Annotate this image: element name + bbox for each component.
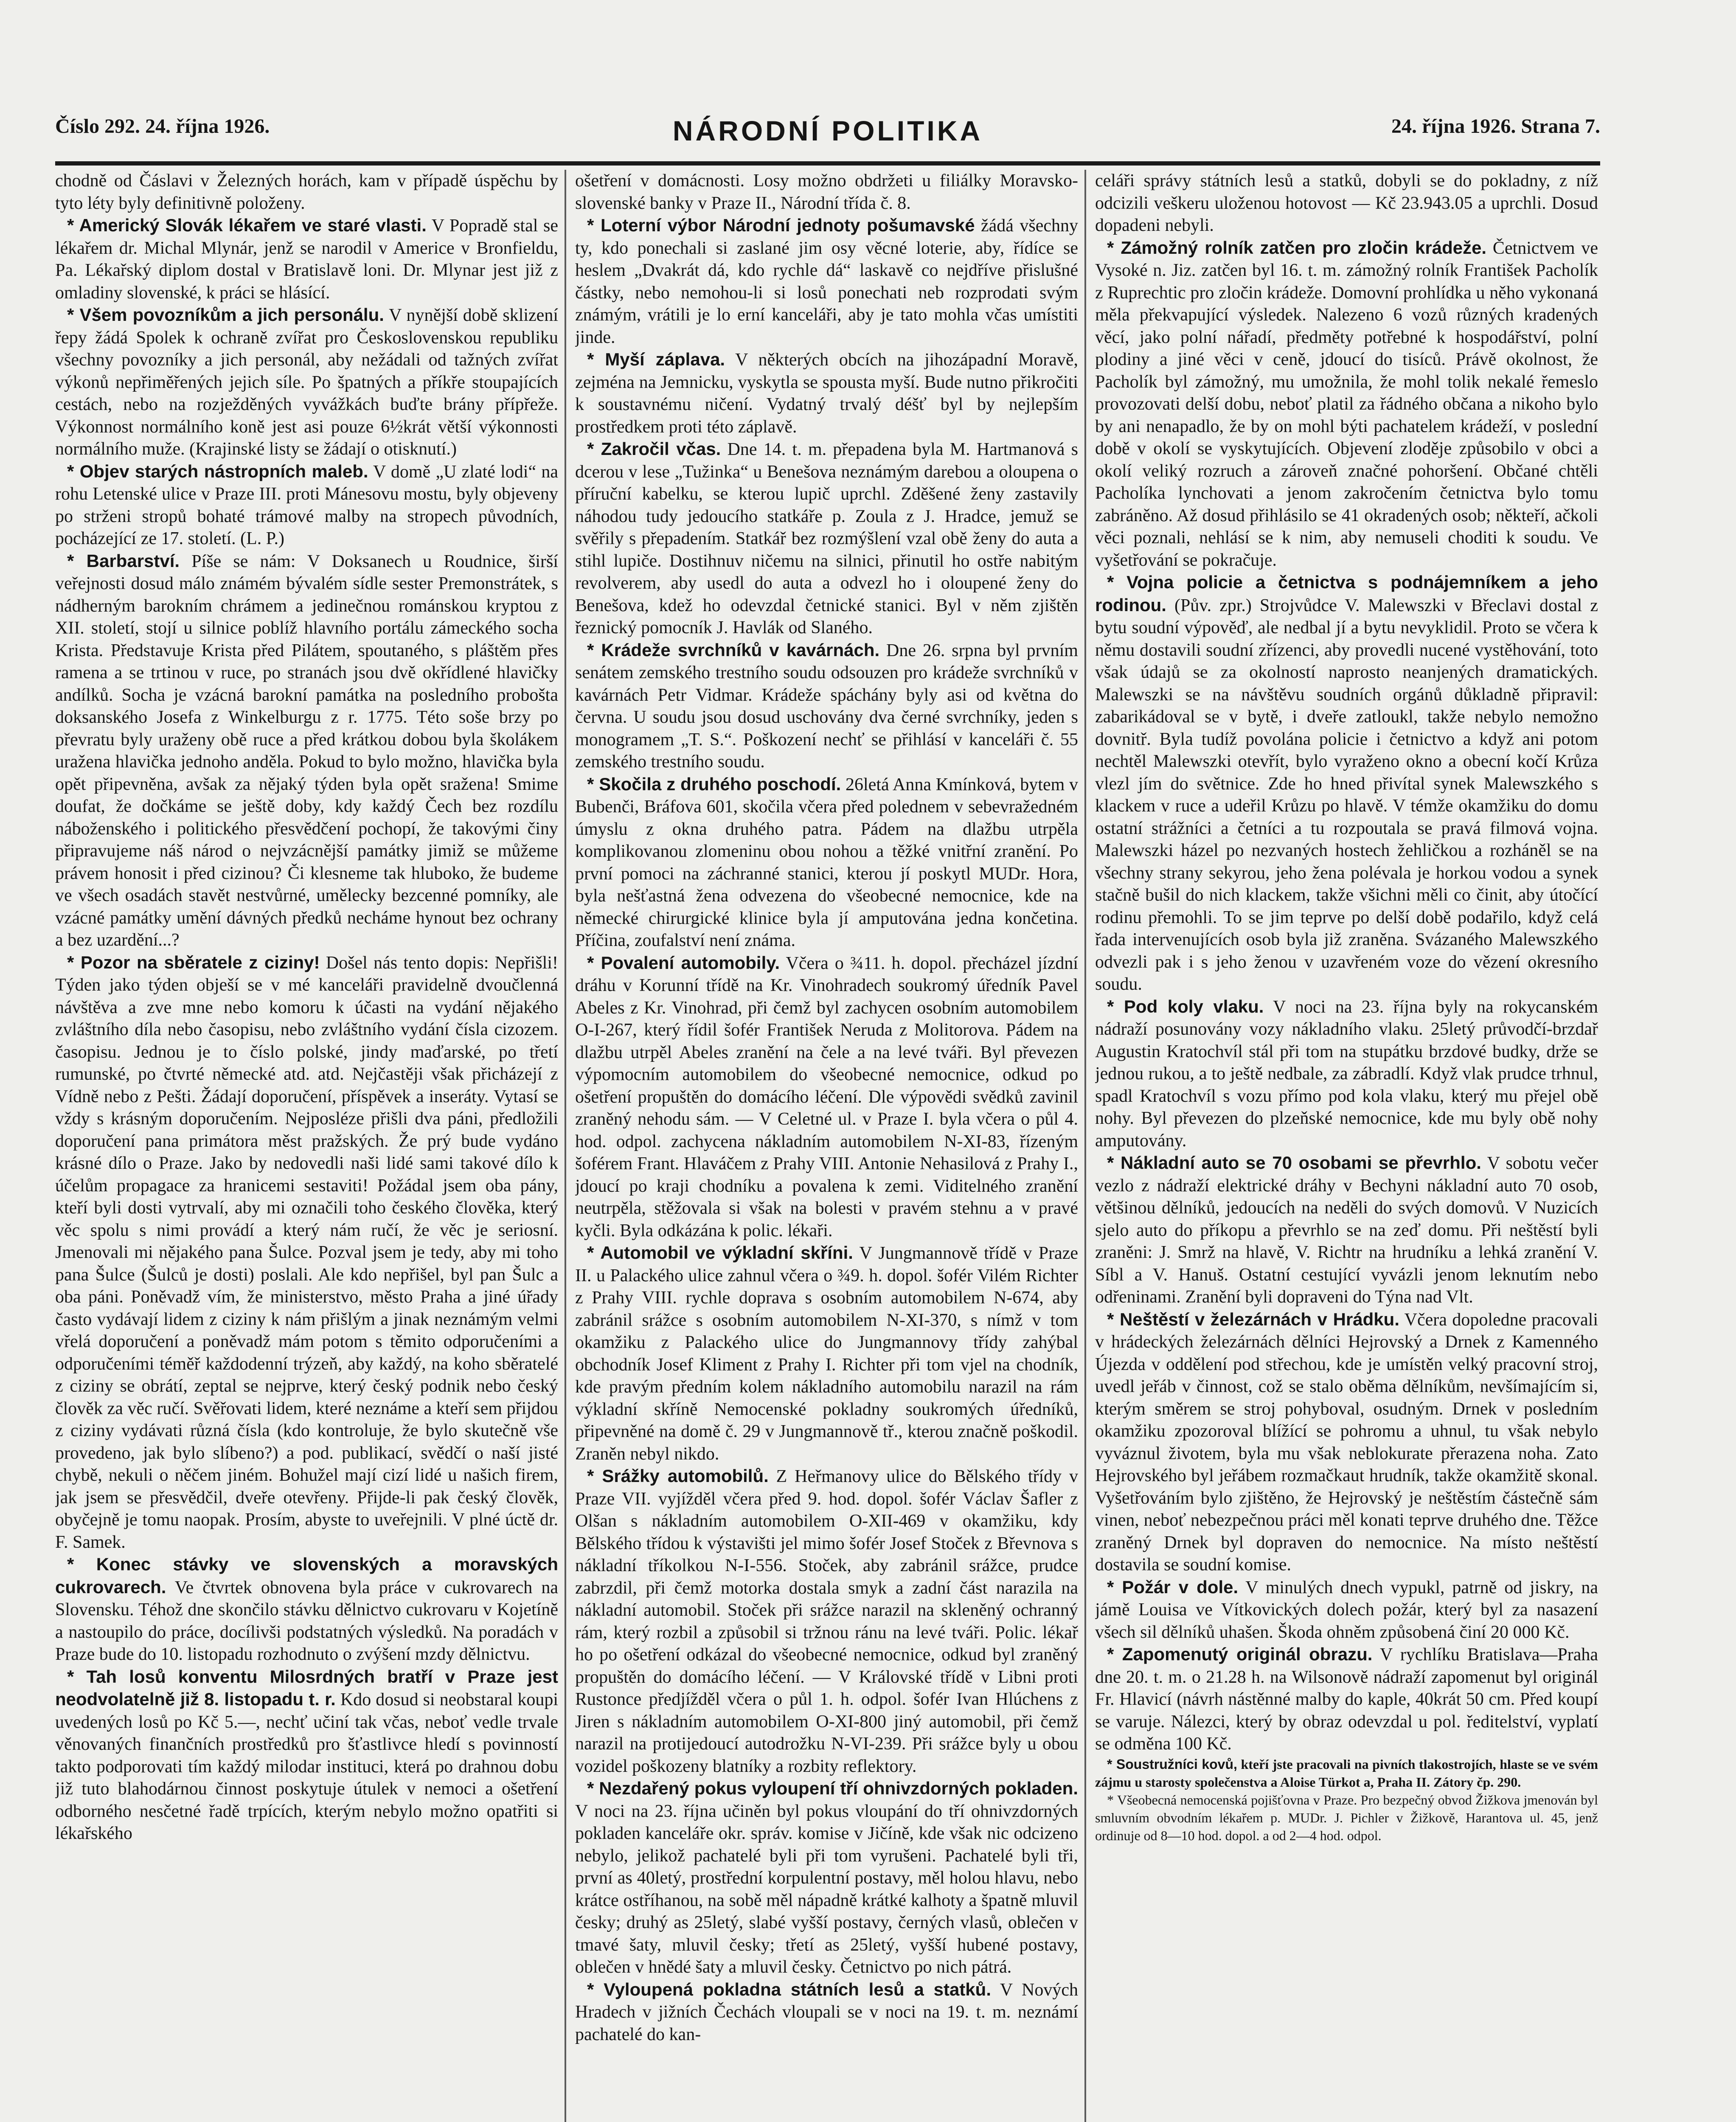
article-headline: * Objev starých nástropních maleb.	[67, 461, 368, 481]
article-body: Dne 14. t. m. přepadena byla M. Hartmanová s dcerou v lese „Tužinka“ u Benešova neznámým darebou a oloupena o příruční kabelku, se kterou lupič uprchl. Zděšené ženy zastavily náhodou tudy jedoucího statkáře p. Zoula z J. Hradce, jemuž se svěřily s přepadením. Statkář bez rozmýšlení vzal obě ženy do auta a stihl lupiče. Dostihnuv ničemu na silnici, přinutil ho ostře nabitým revolverem, aby usedl do auta a odvezl ho i oloupené ženy do Benešova, kdež ho odevzdal četnické stanici. Byl v něm zjištěn řeznický pomocník J. Havlák od Slaného.	[575, 440, 1078, 637]
article-headline: * Pozor na sběratele z ciziny!	[67, 952, 320, 972]
article	[575, 639, 1078, 773]
page-header	[55, 106, 1600, 166]
page-number: 24. října 1926. Strana 7.	[1391, 115, 1600, 138]
article-body: V noci na 23. října učiněn byl pokus vloupání do tří ohnivzdorných pokladen kanceláře okr. správ. komise v Jičíně, kde však nic odcizeno nebylo, jelikož pachatelé byli při tom vyrušeni. Pachatelé byli tři, první as 40letý, prostřední korpulentní postavy, měl holou hlavu, nebo krátce ostříhanou, na sobě měl nápadně krátké kalhoty a špatně mluvil česky; druhý as 25letý, slabé vyšší postavy, černých vlasů, oblečen v tmavé šaty, mluvil česky; třetí as 25letý, vyšší hubené postavy, oblečen v hnědé šaty a mluvil česky. Četnictvo po nich pátrá.	[575, 1801, 1078, 1977]
article	[1095, 1643, 1598, 1755]
column-divider	[1084, 170, 1086, 2122]
article-body: celáři správy státních lesů a statků, dobyli se do pokladny, z níž odcizili veškeru uloženou hotovost — Kč 23.943.05 a uprchli. Dosud dopadeni nebyli.	[1095, 171, 1598, 235]
article-headline: * Zámožný rolník zatčen pro zločin krádeže.	[1107, 237, 1487, 258]
article-body: V sobotu večer vezlo z nádraží elektrické dráhy v Bechyni nákladní auto 70 osob, většinou dělníků, jedoucích na neděli do svých domovů. V Nuzicích sjelo auto do příkopu a převrhlo se na zeď domu. Při neštěstí byli zraněni: J. Smrž na hlavě, V. Richtr na hrudníku a lehká zranění V. Síbl a V. Hanuš. Ostatní cestující vyvázli jenom leknutím nebo odřeninami. Zranění byli dopraveni do Týna nad Vlt.	[1095, 1154, 1598, 1307]
article	[575, 1242, 1078, 1465]
issue-date: Číslo 292. 24. října 1926.	[55, 115, 270, 138]
article-body: V Nových Hradech v jižních Čechách vloupali se v noci na 19. t. m. neznámí pachatelé do kan-	[575, 1980, 1078, 2044]
article-headline: * Pod koly vlaku.	[1107, 996, 1264, 1016]
article	[1095, 1152, 1598, 1308]
article-headline: * Srážky automobilů.	[587, 1466, 769, 1486]
article-headline: * Tah losů konventu Milosrdných bratří v Praze jest neodvolatelně již 8. listopadu t. r.	[55, 1666, 558, 1709]
article	[575, 1979, 1078, 2046]
article-body: Včera dopoledne pracovali v hrádeckých železárnách dělníci Hejrovský a Drnek z Kamenného Újezda v oddělení pod střechou, kde je umístěn velký pracovní stroj, uvedl jeřáb v činnost, což se stalo oběma dělníkům, nevšímajícím si, kterým směrem se stroj pohyboval, osudným. Drnek v posledním okamžiku zpozoroval blížící se pohromu a uhnul, tu však nebylo vyváznul životem, byla mu však neblokurate přerazena noha. Zato Hejrovského byl jeřábem rozmačkaut hrudník, takže okamžitě skonal. Vyšetřováním bylo zjištěno, že Hejrovský je neštěstím částečně sám vinen, neboť nebezpečnou práci měl konati teprve druhého dne. Těžce zraněný Drnek byl dopraven do nemocnice. Na místo neštěstí dostavila se soudní komise.	[1095, 1310, 1598, 1575]
article-body: ošetření v domácnosti. Losy možno obdržeti u filiálky Moravsko-slovenské banky v Praze II., Národní třída č. 8.	[575, 171, 1078, 213]
article	[1095, 996, 1598, 1152]
article	[575, 1777, 1078, 1979]
article-body: žádá všechny ty, kdo ponechali si zaslané jim osy věcné loterie, aby, řídíce se heslem „Dvakrát dá, kdo rychle dá“ laskavě co nejdříve přislušné částky, nebo nemohou-li si losů ponechati neb rozprodati svým známým, vrátili je lo erní kanceláři, aby je tato mohla včas umístiti jinde.	[575, 216, 1078, 347]
article-body: Včera o ¾11. h. dopol. přecházel jízdní dráhu v Korunní třídě na Kr. Vinohradech soukromý úředník Pavel Abeles z Kr. Vinohrad, při čemž byl zachycen osobním automobilem O-I-267, který řídil šofér František Neruda z Molitorova. Pádem na dlažbu utrpěl Abeles zranění na čele a na levé tváři. Byl převezen výpomocním automobilem do všeobecné nemocnice, odkud po ošetření propuštěn do domácího léčení. Dle výpovědi svědků zavinil zraněný nehodu sám. — V Celetné ul. v Praze I. byla včera o půl 4. hod. odpol. zachycena nákladním automobilem N-XI-83, řízeným šoférem Frant. Hlaváčem z Prahy VIII. Antonie Nehasilová z Prahy I., jdoucí po kraji chodníku a povalena k zemi. Viditelného zranění neutrpěla, stěžovala si však na bolesti v pravém stehnu a v pravé kyčli. Byla odkázána k polic. lékaři.	[575, 953, 1078, 1241]
column-2	[575, 170, 1078, 2122]
article	[1095, 571, 1598, 996]
article-headline: * Skočila z druhého poschodí.	[587, 774, 841, 794]
article	[1095, 1755, 1598, 1791]
article-body: (Pův. zpr.) Strojvůdce V. Malewszki v Břeclavi dostal z bytu soudní výpověď, ale nedbal jí a bytu nevyklidil. Proto se včera k němu dostavili soudní zřízenci, aby provedli nucené vystěhování, toto však údajů se za okolností naprosto neanjených dramatických. Malewszki se na návštěvu soudních orgánů důkladně připravil: zabarikádoval se v bytě, i dveře zatloukl, takže nebylo nemožno dovnitř. Byla tudíž povolána policie i četnictvo a když ani potom nechtěl Malewszki otevřít, bylo vyraženo okno a obecní kočí Krůza vlezl jím do světnice. Zde ho hned přivítal synek Malewszkého s klackem v ruce a udeřil Krůzu po hlavě. V témže okamžiku do domu ostatní strážníci a četníci a tu rozpoutala se pravá filmová vojna. Malewszki házel po nezvaných hostech žehličkou a rozháněl se na všechny strany sekyrou, jeho žena polévala je horkou vodou a synek stačně bušil do nich klackem, takže všichni měli co činit, aby útočící rodinu přemohli. To se jim teprve po delší době podařilo, když celá řada intervenujících osob byla již zraněna. Svázaného Malewszkého odvezli pak i s jeho ženou v uzavřeném voze do vězení okresního soudu.	[1095, 595, 1598, 994]
article	[575, 952, 1078, 1242]
article	[575, 438, 1078, 639]
article-headline: * Soustružníci kovů,	[1107, 1756, 1237, 1772]
article-body: V Jungmannově třídě v Praze II. u Palackého ulice zahnul včera o ¾9. h. dopol. šofér Vilém Richter z Prahy VIII. rychle doprava s osobním automobilem N-674, aby zabránil srážce s osobním automobilem N-XI-370, s nímž v tom okamžiku z Palackého ulice do Jungmannovy třídy zahýbal obchodník Josef Kliment z Prahy I. Richter při tom vjel na chodník, kde pravým předním kolem nákladního automobilu narazil na rám výkladní skříně Nemocenské pokladny soukromých úředníků, připevněné na domě č. 29 v Jungmannově tř., kterou značně poškodil. Zraněn nebyl nikdo.	[575, 1243, 1078, 1464]
article-body: Kdo dosud si neobstaral koupi uvedených losů po Kč 5.—, nechť učiní tak včas, neboť vedle trvale věnovaných finančních prostředků pro šťastlivce hledí s povinností takto podporovati tím každý milodar instituci, která po drahnou dobu již tuto blahodárnou činnost poskytuje útulek v nemoci a ošetření odborného nesčetné řadě trpících, kterým nebylo možno opatřiti si lékařského	[55, 1690, 558, 1843]
article	[55, 304, 558, 460]
article-body: Dne 26. srpna byl prvním senátem zemského trestního soudu odsouzen pro krádeže svrchníků v kavárnách Petr Vidmar. Krádeže spáchány byly asi od května do června. U soudu jsou dosud uschovány dva černé svrchníky, jeden s monogramem „T. S.“. Poškození nechť se přihlásí v kanceláři č. 55 zemského trestního soudu.	[575, 640, 1078, 772]
article-headline: * Loterní výbor Národní jednoty pošumavské	[587, 215, 975, 235]
article	[1095, 1576, 1598, 1644]
article-body: V některých obcích na jihozápadní Moravě, zejména na Jemnicku, vyskytla se spousta myší. Bude nutno přikročiti k soustavnému ničení. Vydatný trvalý déšť byl by nejlepším prostředkem proti této záplavě.	[575, 350, 1078, 437]
article	[1095, 170, 1598, 237]
article	[575, 773, 1078, 952]
article-headline: * Vyloupená pokladna státních lesů a statků.	[587, 1979, 991, 1999]
article-body: V nynější době sklizení řepy žádá Spolek k ochraně zvířat pro Československou republiku všechny povozníky a jich personál, aby nežádali od tažných zvířat výkonů nepřiměřených jejich síle. Po špatných a příkře stoupajících cestách, nebo na rozježděných vyvážkách buďte brány přípřeže. Výkonnost normálního koně jest asi pouze 6½krát větší výkonnosti normálního muže. (Krajinské listy se žádají o otisknutí.)	[55, 306, 558, 459]
article	[55, 170, 558, 214]
newspaper-title: NÁRODNÍ POLITIKA	[672, 115, 983, 146]
column-divider	[565, 170, 566, 2122]
article-headline: * Konec stávky ve slovenských a moravských cukrovarech.	[55, 1554, 558, 1597]
article-body: V rychlíku Bratislava—Praha dne 20. t. m. o 21.28 h. na Wilsonově nádraží zapomenut byl originál Fr. Hlavicí (návrh nástěnné malby do kaple, 40krát 50 cm. Před koupí se varuje. Nálezci, který by obraz odevzdal u pol. ředitelství, vyplatí se odměna 100 Kč.	[1095, 1645, 1598, 1754]
article-headline: * Všem povozníkům a jich personálu.	[67, 305, 384, 325]
article-headline: * Nákladní auto se 70 osobami se převrhlo.	[1107, 1153, 1481, 1173]
article	[1095, 1791, 1598, 1844]
article	[55, 214, 558, 304]
article-headline: * Americký Slovák lékařem ve staré vlasti.	[67, 215, 427, 235]
article	[55, 550, 558, 952]
article	[1095, 1308, 1598, 1576]
column-3	[1095, 170, 1598, 2122]
article-body: V Popradě stal se lékařem dr. Michal Mlynár, jenž se narodil v Americe v Bronfieldu, Pa. Lékařský diplom dostal v Bratislavě loni. Dr. Mlynar jest již z omladiny slovenské, k práci se hlásící.	[55, 216, 558, 303]
article-headline: * Vojna policie a četnictva s podnájemníkem a jeho rodinou.	[1095, 572, 1598, 615]
article	[55, 1553, 558, 1666]
article	[575, 170, 1078, 214]
article-body: Četnictvem ve Vysoké n. Jiz. zatčen byl 16. t. m. zámožný rolník František Pacholík z Ruprechtic pro zločin krádeže. Domovní prohlídka u něho vykonaná měla překvapující výsledek. Nalezeno 6 vozů různých kradených věcí, jako polní nářadí, předměty potřebné k hospodářství, polní plodiny a jiné věci v ceně, jdoucí do tisíců. Právě okolnost, že Pacholík byl zámožný, mu umožnila, že mohl tolik nekalé řemeslo provozovati delší dobu, neboť platil za řádného občana a nikoho bylo by ani nenapadlo, že by on mohl býti pachatelem krádeží, v poslední době v okolí se vyskytujících. Objevení zloděje způsobilo v obci a okolí veliký rozruch a zároveň značné pohoršení. Občané chtěli Pacholíka lynchovati a jenom zakročením četnictva bylo tomu zabráněno. Až dosud přihlásilo se 41 okradených osob; někteří, ačkoli věci poznali, nehlásí se k nim, aby nemuseli choditi k soudu. Ve vyšetřování se pokračuje.	[1095, 238, 1598, 570]
article-headline: * Myší záplava.	[587, 349, 725, 369]
article	[1095, 237, 1598, 572]
article	[575, 348, 1078, 438]
article-body: * Všeobecná nemocenská pojišťovna v Praze. Pro bezpečný obvod Žižkova jmenován byl smluvním obvodním lékařem p. MUDr. J. Pichler v Žižkově, Harantova ul. 45, jenž ordinuje od 8—10 hod. dopol. a od 2—4 hod. odpol.	[1095, 1792, 1598, 1843]
article-headline: * Barbarství.	[67, 550, 180, 571]
article	[575, 214, 1078, 348]
article-body: Ve čtvrtek obnovena byla práce v cukrovarech na Slovensku. Téhož dne skončilo stávku dělnictvo cukrovaru v Kojetíně a nastoupilo do práce, docílivši podstatných výsledků. Na poradách v Praze bude do 10. listopadu rozhodnuto o zvýšení mzdy dělnictvu.	[55, 1577, 558, 1664]
article-body: chodně od Čáslavi v Železných horách, kam v případě úspěchu by tyto léty byly definitivně položeny.	[55, 171, 558, 213]
article-headline: * Povalení automobily.	[587, 952, 780, 973]
article-headline: * Zapomenutý originál obrazu.	[1107, 1644, 1373, 1664]
column-1	[55, 170, 558, 2122]
article-body: kteří jste pracovali na pivních tlakostrojích, hlaste se ve svém zájmu u starosty společenstva a Aloise Türkot a, Praha II. Zátory čp. 290.	[1095, 1756, 1598, 1790]
article	[55, 952, 558, 1554]
article	[55, 1666, 558, 1845]
article	[55, 460, 558, 550]
article-headline: * Neštěstí v železárnách v Hrádku.	[1107, 1309, 1399, 1329]
article	[575, 1465, 1078, 1777]
article-body: V noci na 23. října byly na rokycanském nádraží posunovány vozy nákladního vlaku. 25letý průvodčí-brzdař Augustin Kratochvíl stál při tom na stupátku brzdové budky, drže se jednou rukou, a to ještě nedbale, za zábradlí. Když vlak prudce trhnul, spadl Kratochvíl s vozu přímo pod kola vlaku, který mu přejel obě nohy. Byl převezen do plzeňské nemocnice, kde mu byly obě nohy amputovány.	[1095, 997, 1598, 1151]
article-headline: * Zakročil včas.	[587, 439, 721, 459]
article-body: Z Heřmanovy ulice do Bělského třídy v Praze VII. vyjížděl včera před 9. hod. dopol. šofér Václav Šafler z Olšan s nákladním automobilem O-XII-469 v okamžiku, kdy Bělského třídou k výstavišti jel mimo šofér Josef Stoček z Břevnova s nákladní tříkolkou N-I-556. Stoček, aby zabránil srážce, prudce zabrzdil, při čemž motorka dostala smyk a zadní část narazila na nákladní automobil. Stoček při srážce narazil na skleněný ochranný rám, který rozbil a způsobil si tržnou ránu na levé tváři. Polic. lékař ho po ošetření odkázal do všeobecné nemocnice, odkud byl zraněný propuštěn do domácího léčení. — V Královské třídě v Libni proti Rustonce předjížděl včera o půl 1. h. odpol. šofér Ivan Hlúchens z Jiren s nákladním automobilem O-XI-800 jiný automobil, při čemž narazil na protijedoucí autodrožku N-VI-239. Při srážce byly u obou vozidel poškozeny blatníky a rozbity reflektory.	[575, 1467, 1078, 1776]
article-headline: * Automobil ve výkladní skříni.	[587, 1243, 853, 1263]
article-body: Píše se nám: V Doksanech u Roudnice, širší veřejnosti dosud málo známém bývalém sídle sester Premonstrátek, s nádherným barokním chrámem a jedinečnou románskou kryptou z XII. století, stojí u silnice poblíž hlavního portálu zámeckého socha Krista. Představuje Krista před Pilátem, spoutaného, s pláštěm přes ramena a se trtinou v ruce, po stranách jsou dvě okřídlené hlavičky andílků. Socha je vzácná barokní památka na posledního probošta doksanského Josefa z Winkelburgu z r. 1775. Této soše brzy po převratu byly uraženy obě ruce a před krátkou dobou byla školákem uražena hlavička jednoho anděla. Pokud to bylo možno, hlavička byla opět připevněna, avšak za nějaký týden byla opět sražena! Smime doufat, že dočkáme se ještě doby, kdy každý Čech bez rozdílu náboženského i politického přesvědčení pochopí, že takovými činy připravujeme náš národ o nejvzácnější památky jimiž se můžeme právem honosit i před cizinou? Či klesneme tak hluboko, že budeme ve všech osadách stavět nestvůrné, umělecky bezcenné pomníky, ale vzácné památky umění dávných předků necháme hynout bez ochrany a bez uzardění...?	[55, 551, 558, 950]
article-headline: * Požár v dole.	[1107, 1577, 1239, 1597]
article-body: V domě „U zlaté lodi“ na rohu Letenské ulice v Praze III. proti Mánesovu mostu, byly objeveny po strženi stropů bohaté trámové malby na stropech původních, pocházející ze 17. století. (L. P.)	[55, 462, 558, 548]
article-body: Došel nás tento dopis: Nepřišli! Týden jako týden obješí se v mé kanceláři pravidelně dvoučlenná návštěva a zve mne nebo komoru k účasti na vydání nějakého zvláštního díla nebo časopisu, nebo zvláštního vydání čísla cizozem. časopisu. Jednou je to číslo polské, jindy maďarské, po třetí rumunské, po čtvrté německé atd. atd. Nejčastěji však přicházejí z Vídně nebo z Pešti. Žádají doporučení, příspěvek a inseráty. Vytasí se vždy s krásným doporučením. Nejposléze přišli dva páni, předložili doporučení pana primátora měst pražských. Že prý bude vydáno krásné dílo o Praze. Jako by nedovedli naši lidé sami takové dílo k účelům propagace za hranicemi sestaviti! Požádal jsem oba pány, kteří byli dosti vytrvalí, aby mi označili toho českého člověka, který věc spolu s nimi provádí a který nám ručí, že věc je seriosní. Jmenovali mi nějakého pana Šulce. Pozval jsem je tedy, aby mi toho pana Šulce (Šulců je dosti) poslali. Ale kdo nepřišel, byl pan Šulc a oba páni. Poněvadž vím, že ministerstvo, město Praha a jiné úřady často vydávají lidem z ciziny k nám přišlým a jinak neznámým velmi vřelá doporučení a poněvadž mám potom s těmito odporučeními a odporučeními téměř každodenní trýzeň, aby každý, na koho sběratelé z ciziny se obrátí, zeptal se nejprve, který český podnik nebo český člověk za věc ručí. Svěřovati lidem, které neznáme a kteří sem přijdou z ciziny vydávati různá čísla (kdo kontroluje, že bylo skutečně vše provedeno, jak bylo slíbeno?) a pod. publikací, svědčí o naší jisté chybě, nekuli o něčem jiném. Bohužel mají cizí lidé u našich firem, jak jsem se přesvědčil, dveře otevřeny. Přijde-li pak český člověk, obyčejně je tomu naopak. Prosím, abyste to uveřejnili. V plné úctě dr. F. Samek.	[55, 953, 558, 1552]
article-headline: * Krádeže svrchníků v kavárnách.	[587, 640, 880, 660]
article-body: V minulých dnech vypukl, patrně od jiskry, na jámě Louisa ve Vítkovických dolech požár, který byl za nasazení všech sil dělníků uhašen. Škoda ohněm způsobená činí 20 000 Kč.	[1095, 1577, 1598, 1642]
article-body: 26letá Anna Kmínková, bytem v Bubenči, Bráfova 601, skočila včera před polednem v sebevražedném úmyslu z okna druhého patra. Pádem na dlažbu utrpěla komplikovanou zlomeninu obou nohou a těžké vnitřní zranění. Po první pomoci na záchranné stanici, kterou jí poskytl MUDr. Hora, byla nešťastná žena odvezena do všeobecné nemocnice, kde na německé chirurgické klinice byla jí amputována jedna končetina. Příčina, zoufalství není známa.	[575, 775, 1078, 950]
article-headline: * Nezdařený pokus vyloupení tří ohnivzdorných pokladen.	[587, 1778, 1078, 1798]
